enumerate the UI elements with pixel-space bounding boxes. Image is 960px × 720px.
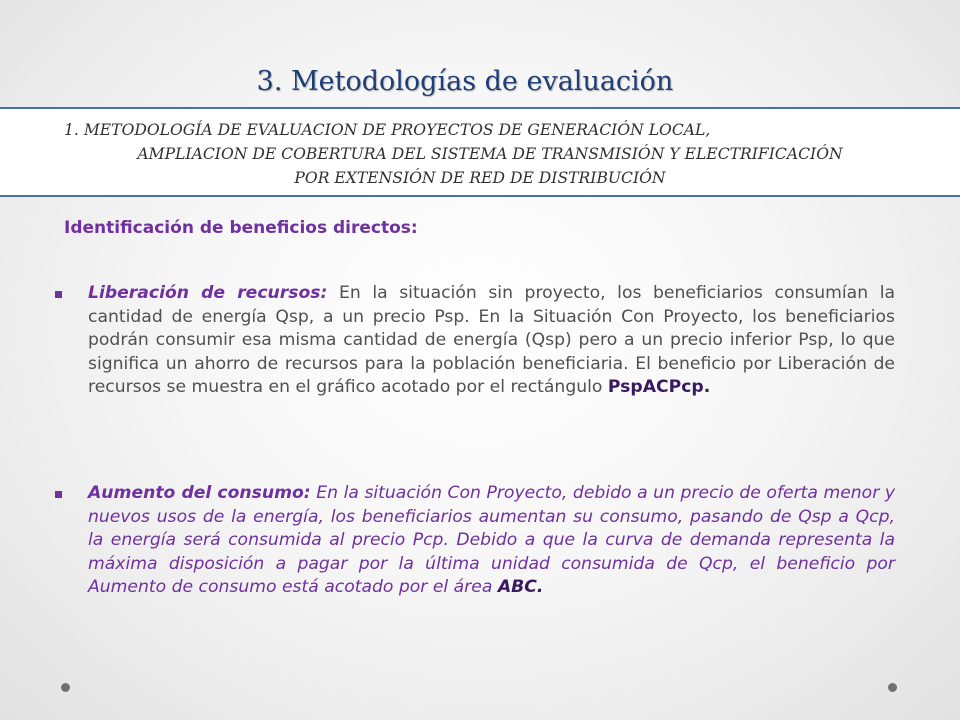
bullet-emphasis: ABC. — [497, 577, 544, 598]
subtitle-line-1: 1. METODOLOGÍA DE EVALUACION DE PROYECTOS DE GENERACIÓN LOCAL, — [64, 121, 711, 139]
subtitle-text — [0, 118, 960, 190]
left-dot-icon — [61, 683, 70, 692]
subtitle-banner — [0, 107, 960, 197]
bullet-item-aumento — [55, 482, 895, 600]
subtitle-line-2: AMPLIACION DE COBERTURA DEL SISTEMA DE TRANSMISIÓN Y ELECTRIFICACIÓN — [137, 145, 843, 163]
slide-title: 3. Metodologías de evaluación — [256, 66, 674, 97]
bullet-lead: Liberación de recursos: — [88, 283, 328, 303]
bullet-emphasis: PspACPcp. — [607, 377, 711, 398]
bullet-item-liberacion — [55, 282, 895, 400]
square-bullet-icon — [55, 491, 62, 498]
right-dot-icon — [888, 683, 897, 692]
section-heading: Identificación de beneficios directos: — [64, 218, 418, 238]
bullet-lead: Aumento del consumo: — [88, 483, 311, 503]
bullet-body: En la situación sin proyecto, los beneficiarios consumían la cantidad de energía Qsp, a un precio Psp. En la Situación Con Proyecto, los beneficiarios podrán consumir esa misma cantidad de energía (Qsp) pero a un precio inferior Psp, lo que significa un ahorro de recursos para la población beneficiaria. El beneficio por Liberación de recursos se muestra en el gráfico acotado por el rectángulo — [88, 283, 895, 398]
bullet-paragraph — [88, 282, 895, 400]
subtitle-line-3: POR EXTENSIÓN DE RED DE DISTRIBUCIÓN — [294, 169, 666, 187]
square-bullet-icon — [55, 291, 62, 298]
bullet-body: En la situación Con Proyecto, debido a un precio de oferta menor y nuevos usos de la energía, los beneficiarios aumentan su consumo, pasando de Qsp a Qcp, la energía será consumida al precio Pcp. Debido a que la curva de demanda representa la máxima disposición a pagar por la última unidad consumida de Qcp, el beneficio por Aumento de consumo está acotado por el área — [88, 483, 896, 598]
bullet-paragraph — [88, 482, 895, 600]
